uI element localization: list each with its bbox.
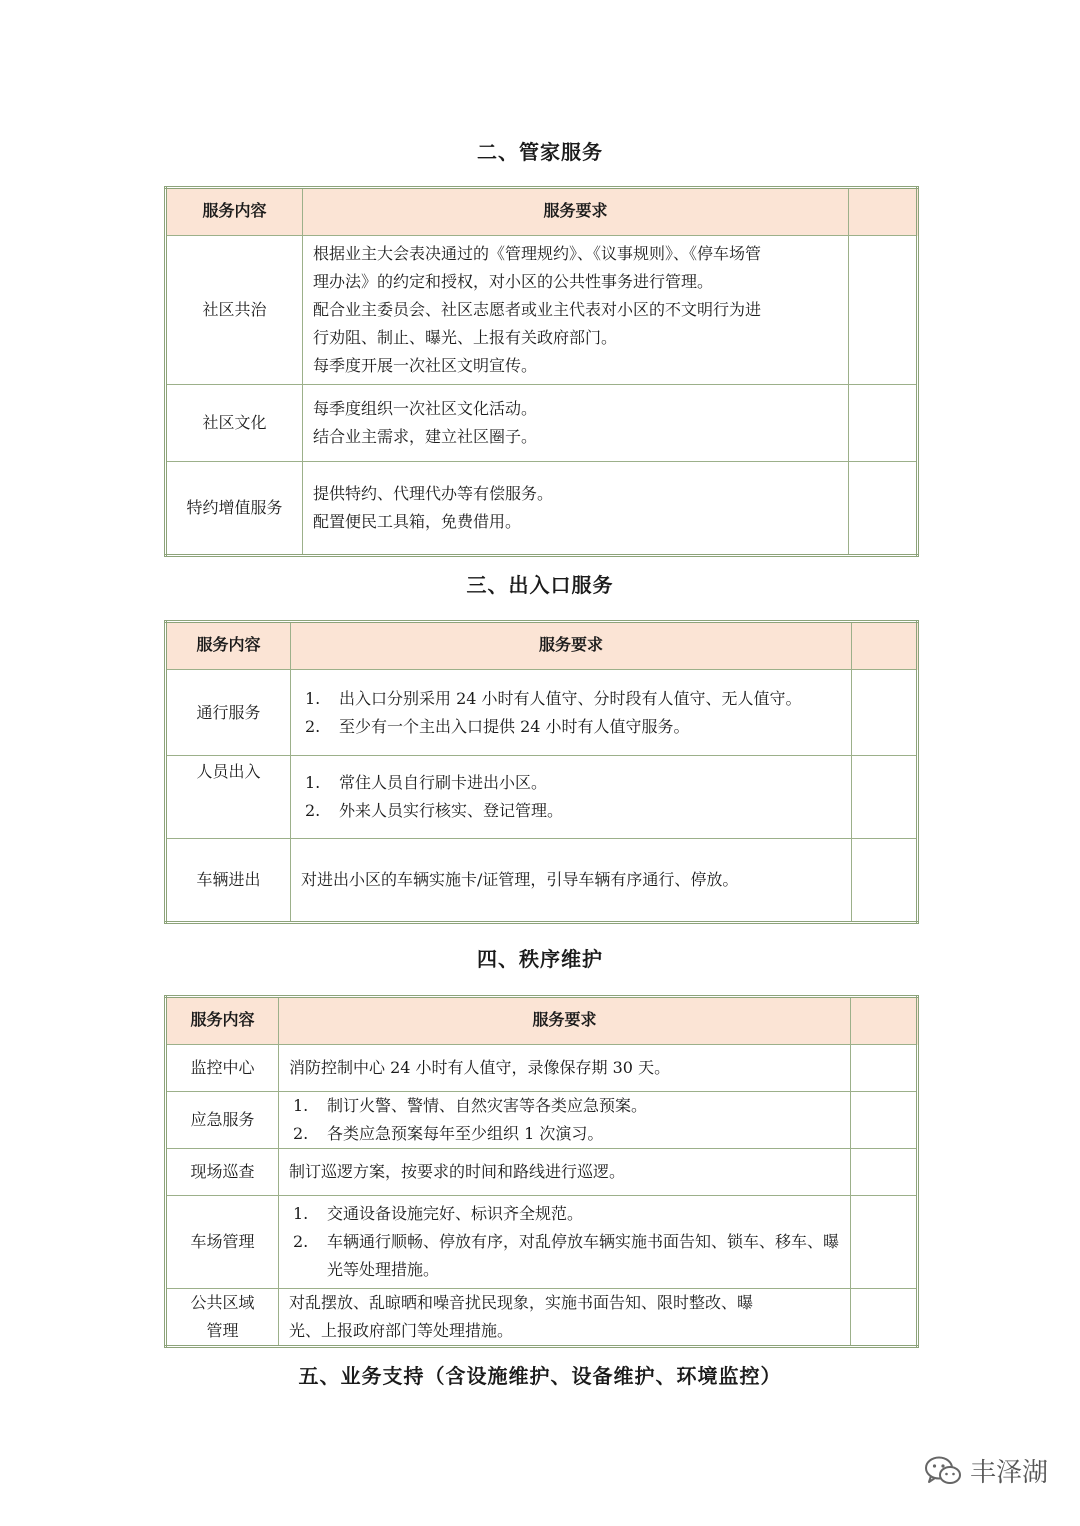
header-blank bbox=[849, 188, 918, 236]
header-blank bbox=[851, 997, 918, 1045]
list-item: 1. 常住人员自行刷卡进出小区。 bbox=[305, 773, 548, 792]
table-row bbox=[166, 670, 918, 756]
section-title-business-support: 五、业务支持（含设施维护、设备维护、环境监控） bbox=[298, 1364, 782, 1388]
row-name: 社区文化 bbox=[166, 385, 303, 462]
row-name: 车辆进出 bbox=[166, 839, 291, 923]
row-requirement: 消防控制中心 24 小时有人值守，录像保存期 30 天。 bbox=[279, 1045, 851, 1092]
row-name: 公共区域 管理 bbox=[166, 1289, 279, 1347]
entrance-table bbox=[164, 620, 919, 924]
row-name: 应急服务 bbox=[166, 1092, 279, 1149]
section-title-order: 四、秩序维护 bbox=[477, 947, 603, 971]
housekeeping-table bbox=[164, 186, 919, 557]
watermark bbox=[924, 1452, 1048, 1489]
table-row bbox=[166, 1289, 918, 1347]
row-requirement bbox=[291, 670, 852, 756]
header-service-content: 服务内容 bbox=[166, 622, 291, 670]
row-requirement: 对进出小区的车辆实施卡/证管理，引导车辆有序通行、停放。 bbox=[291, 839, 852, 923]
header-service-content: 服务内容 bbox=[166, 997, 279, 1045]
table-row bbox=[166, 385, 918, 462]
table-row bbox=[166, 1045, 918, 1092]
row-requirement bbox=[291, 756, 852, 839]
header-blank bbox=[852, 622, 918, 670]
row-name: 监控中心 bbox=[166, 1045, 279, 1092]
row-name: 特约增值服务 bbox=[166, 462, 303, 556]
list-item: 2. 外来人员实行核实、登记管理。 bbox=[305, 801, 564, 820]
section-title-entrance: 三、出入口服务 bbox=[466, 573, 614, 597]
row-name: 人员出入 bbox=[166, 756, 291, 839]
header-service-requirement: 服务要求 bbox=[291, 622, 852, 670]
row-name: 车场管理 bbox=[166, 1196, 279, 1289]
row-requirement: 每季度组织一次社区文化活动。 结合业主需求，建立社区圈子。 bbox=[303, 385, 849, 462]
table-row bbox=[166, 1149, 918, 1196]
table-row bbox=[166, 1092, 918, 1149]
table-row bbox=[166, 462, 918, 556]
row-requirement: 对乱摆放、乱晾晒和噪音扰民现象，实施书面告知、限时整改、曝 光、上报政府部门等处理措施。 bbox=[279, 1289, 851, 1347]
list-item: 1. 制订火警、警情、自然灾害等各类应急预案。 bbox=[293, 1096, 648, 1115]
row-requirement: 根据业主大会表决通过的《管理规约》、《议事规则》、《停车场管 理办法》的约定和授权，对小区的公共性事务进行管理。 配合业主委员会、社区志愿者或业主代表对小区的不文明行为进 行劝阻、制止、曝光、上报有关政府部门。 每季度开展一次社区文明宣传。 bbox=[303, 236, 849, 385]
row-requirement: 提供特约、代理代办等有偿服务。 配置便民工具箱，免费借用。 bbox=[303, 462, 849, 556]
row-requirement: 制订巡逻方案，按要求的时间和路线进行巡逻。 bbox=[279, 1149, 851, 1196]
row-requirement bbox=[279, 1092, 851, 1149]
order-table bbox=[164, 995, 919, 1348]
list-item: 1. 交通设备设施完好、标识齐全规范。 bbox=[293, 1204, 584, 1223]
list-item: 2. 车辆通行顺畅、停放有序，对乱停放车辆实施书面告知、锁车、移车、曝光等处理措施。 bbox=[293, 1232, 840, 1279]
section-title-housekeeping: 二、管家服务 bbox=[477, 140, 603, 164]
row-requirement bbox=[279, 1196, 851, 1289]
table-row bbox=[166, 1196, 918, 1289]
list-item: 2. 至少有一个主出入口提供 24 小时有人值守服务。 bbox=[305, 716, 690, 736]
watermark-text: 丰泽湖 bbox=[970, 1458, 1049, 1488]
row-name: 现场巡查 bbox=[166, 1149, 279, 1196]
table-row bbox=[166, 839, 918, 923]
list-item: 2. 各类应急预案每年至少组织 1 次演习。 bbox=[293, 1124, 604, 1143]
header-service-requirement: 服务要求 bbox=[279, 997, 851, 1045]
list-item: 1. 出入口分别采用 24 小时有人值守、分时段有人值守、无人值守。 bbox=[305, 688, 802, 708]
wechat-icon bbox=[924, 1455, 962, 1487]
table-row bbox=[166, 756, 918, 839]
row-name: 通行服务 bbox=[166, 670, 291, 756]
table-row bbox=[166, 236, 918, 385]
header-service-requirement: 服务要求 bbox=[303, 188, 849, 236]
row-name: 社区共治 bbox=[166, 236, 303, 385]
header-service-content: 服务内容 bbox=[166, 188, 303, 236]
